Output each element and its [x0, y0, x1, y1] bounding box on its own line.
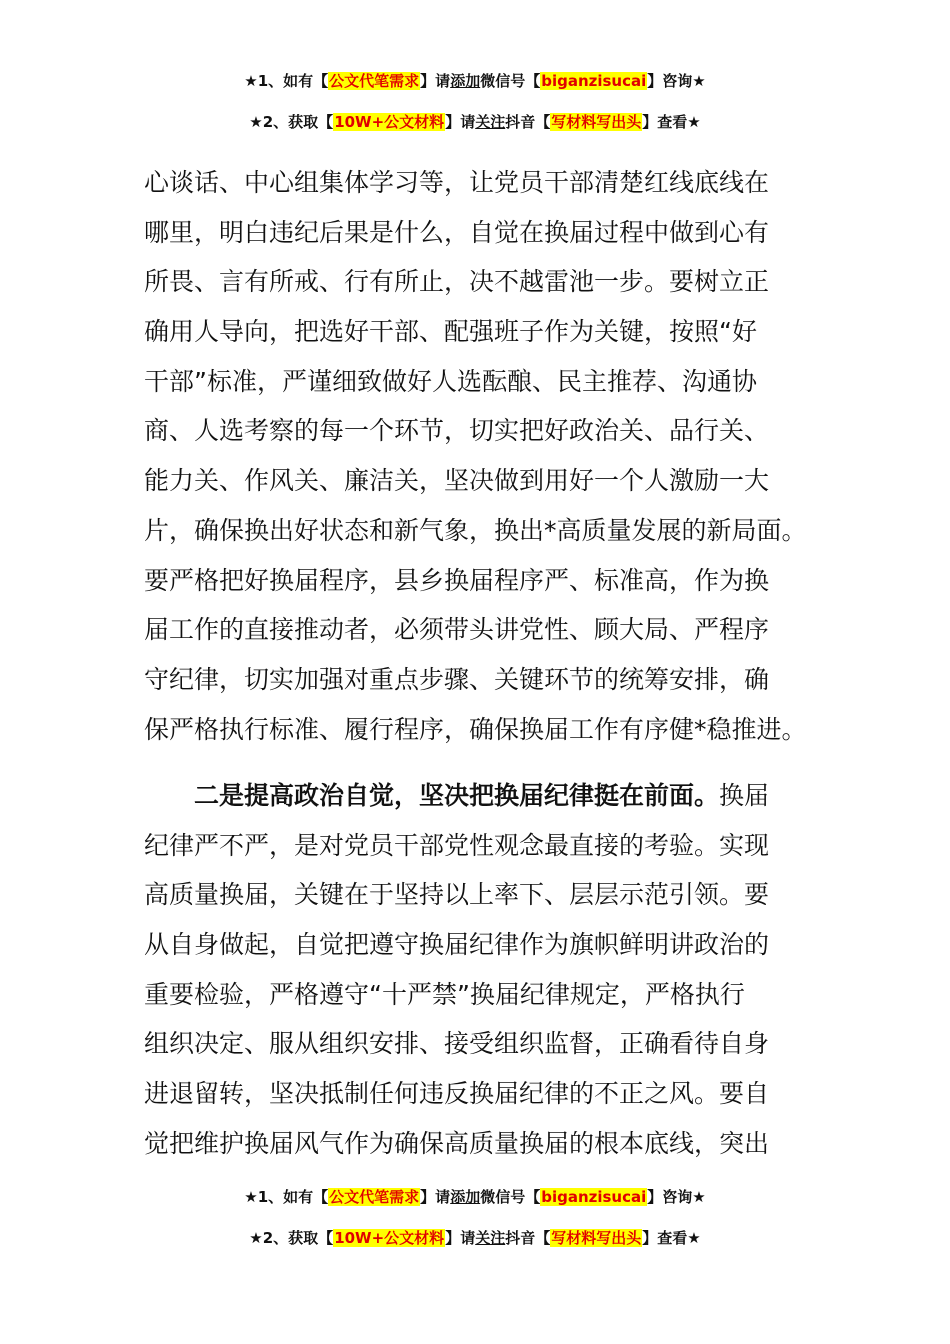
text-line: 重要检验，严格遵守“十严禁”换届纪律规定，严格执行: [144, 979, 745, 1009]
text-line: 组织决定、服从组织安排、接受组织监督，正确看待自身: [144, 1029, 770, 1059]
banner-text: 】咨询★: [647, 72, 706, 90]
banner-underline: 添加: [450, 72, 481, 90]
text-line: [144, 771, 814, 821]
banner-highlight: biganzisucai: [541, 1188, 647, 1206]
banner-underline: 添加: [450, 1188, 481, 1206]
footer-banner-line-1: [0, 1186, 950, 1208]
banner-underline: 关注: [475, 113, 506, 131]
text-line: 片，确保换出好状态和新气象，换出*高质量发展的新局面。: [144, 515, 807, 545]
paragraph-heading: 二是提高政治自觉，坚决把换届纪律挺在前面。: [194, 781, 720, 810]
banner-highlight: biganzisucai: [541, 72, 647, 90]
banner-text: 抖音【: [505, 113, 551, 131]
text-line: 纪律严不严，是对党员干部党性观念最直接的考验。实现: [144, 830, 770, 860]
banner-text: ★1、如有【: [244, 1188, 329, 1206]
text-line: 守纪律，切实加强对重点步骤、关键环节的统筹安排，确: [144, 664, 770, 694]
banner-text: 】请: [445, 1229, 476, 1247]
banner-highlight: 写材料写出头: [551, 1229, 642, 1247]
banner-highlight: 公文代笔需求: [329, 72, 420, 90]
footer-banner-line-2: [0, 1227, 950, 1249]
banner-text: 微信号【: [480, 72, 541, 90]
text-line: 保严格执行标准、履行程序，确保换届工作有序健*稳推进。: [144, 714, 807, 744]
text-line: 商、人选考察的每一个环节，切实把好政治关、品行关、: [144, 416, 770, 446]
text-line: 所畏、言有所戒、行有所止，决不越雷池一步。要树立正: [144, 267, 770, 297]
banner-text: 】查看★: [642, 113, 701, 131]
banner-text: 】咨询★: [647, 1188, 706, 1206]
banner-text: ★2、获取【: [249, 1229, 334, 1247]
text-line: 高质量换届，关键在于坚持以上率下、层层示范引领。要: [144, 880, 770, 910]
banner-highlight: 10W+公文材料: [334, 113, 445, 131]
text-line: 进退留转，坚决抵制任何违反换届纪律的不正之风。要自: [144, 1079, 770, 1109]
banner-highlight: 公文代笔需求: [329, 1188, 420, 1206]
text-line: 干部”标准，严谨细致做好人选酝酿、民主推荐、沟通协: [144, 366, 757, 396]
banner-highlight: 写材料写出头: [551, 113, 642, 131]
header-banner-line-2: [0, 111, 950, 133]
banner-text: 微信号【: [480, 1188, 541, 1206]
text-line: 心谈话、中心组集体学习等，让党员干部清楚红线底线在: [144, 168, 770, 197]
banner-highlight: 10W+公文材料: [334, 1229, 445, 1247]
text-line: 觉把维护换届风气作为确保高质量换届的根本底线，突出: [144, 1128, 770, 1158]
text-line: 哪里，明白违纪后果是什么，自觉在换届过程中做到心有: [144, 217, 770, 247]
banner-text: 】请: [445, 113, 476, 131]
header-banner-line-1: [0, 70, 950, 92]
text-run: 换届: [719, 781, 770, 810]
banner-text: 抖音【: [505, 1229, 551, 1247]
paragraph-2: [144, 771, 814, 1169]
banner-text: ★1、如有【: [244, 72, 329, 90]
banner-text: 】请: [420, 72, 451, 90]
text-line: 能力关、作风关、廉洁关，坚决做到用好一个人激励一大: [144, 466, 770, 496]
text-line: 确用人导向，把选好干部、配强班子作为关键，按照“好: [144, 317, 757, 347]
paragraph-1: [144, 158, 814, 754]
banner-underline: 关注: [475, 1229, 506, 1247]
text-line: 从自身做起，自觉把遵守换届纪律作为旗帜鲜明讲政治的: [144, 930, 770, 960]
banner-text: ★2、获取【: [249, 113, 334, 131]
banner-text: 】请: [420, 1188, 451, 1206]
text-line: 届工作的直接推动者，必须带头讲党性、顾大局、严程序: [144, 615, 770, 645]
text-line: 要严格把好换届程序，县乡换届程序严、标准高，作为换: [144, 565, 770, 595]
banner-text: 】查看★: [642, 1229, 701, 1247]
